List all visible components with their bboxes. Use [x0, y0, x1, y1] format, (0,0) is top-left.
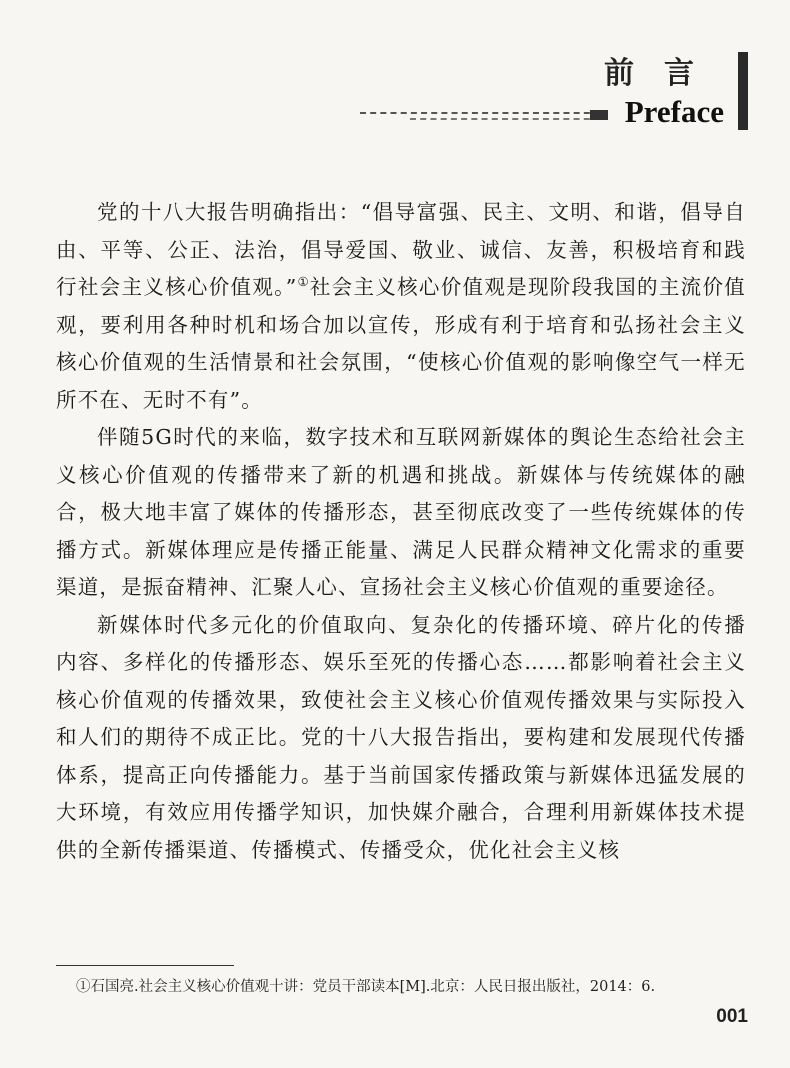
paragraph-2: 伴随5G时代的来临，数字技术和互联网新媒体的舆论生态给社会主义核心价值观的传播带来了新的机遇和挑战。新媒体与传统媒体的融合，极大地丰富了媒体的传播形态，甚至彻底改变了一些传统媒体的传播方式。新媒体理应是传播正能量、满足人民群众精神文化需求的重要渠道，是振奋精神、汇聚人心、宣扬社会主义核心价值观的重要途径。	[56, 425, 746, 599]
title-accent-bar	[738, 52, 748, 130]
decorative-dashed-line	[360, 112, 600, 114]
footnote-divider	[56, 965, 234, 966]
chapter-title-english: Preface	[624, 94, 724, 129]
page-header	[0, 0, 790, 140]
footnote-reference: ①	[297, 275, 310, 290]
chapter-title-chinese: 前言	[604, 56, 724, 91]
decorative-dash-block	[590, 110, 608, 120]
paragraph-1-part-1: 党的十八大报告明确指出：“倡导富强、民主、文明、和谐，倡导自由、平等、公正、法治，倡导爱国、敬业、诚信、友善，积极培育和践行社会主义核心价值观。”	[56, 200, 746, 299]
footnote: ①石国亮.社会主义核心价值观十讲：党员干部读本[M].北京：人民日报出版社，2014：6.	[76, 979, 656, 995]
body-text	[56, 194, 746, 869]
paragraph-1	[56, 194, 746, 419]
paragraph-3: 新媒体时代多元化的价值取向、复杂化的传播环境、碎片化的传播内容、多样化的传播形态、娱乐至死的传播心态……都影响着社会主义核心价值观的传播效果，致使社会主义核心价值观传播效果与实际投入和人们的期待不成正比。党的十八大报告指出，要构建和发展现代传播体系，提高正向传播能力。基于当前国家传播政策与新媒体迅猛发展的大环境，有效应用传播学知识，加快媒介融合，合理利用新媒体技术提供的全新传播渠道、传播模式、传播受众，优化社会主义核	[56, 612, 746, 862]
page-number: 001	[716, 1006, 748, 1027]
paragraph-1-part-2: 社会主义核心价值观是现阶段我国的主流价值观，要利用各种时机和场合加以宣传，形成有利于培育和弘扬社会主义核心价值观的生活情景和社会氛围，“使核心价值观的影响像空气一样无所不在、无时不有”。	[56, 275, 746, 412]
decorative-dashed-line-lower	[410, 118, 600, 120]
